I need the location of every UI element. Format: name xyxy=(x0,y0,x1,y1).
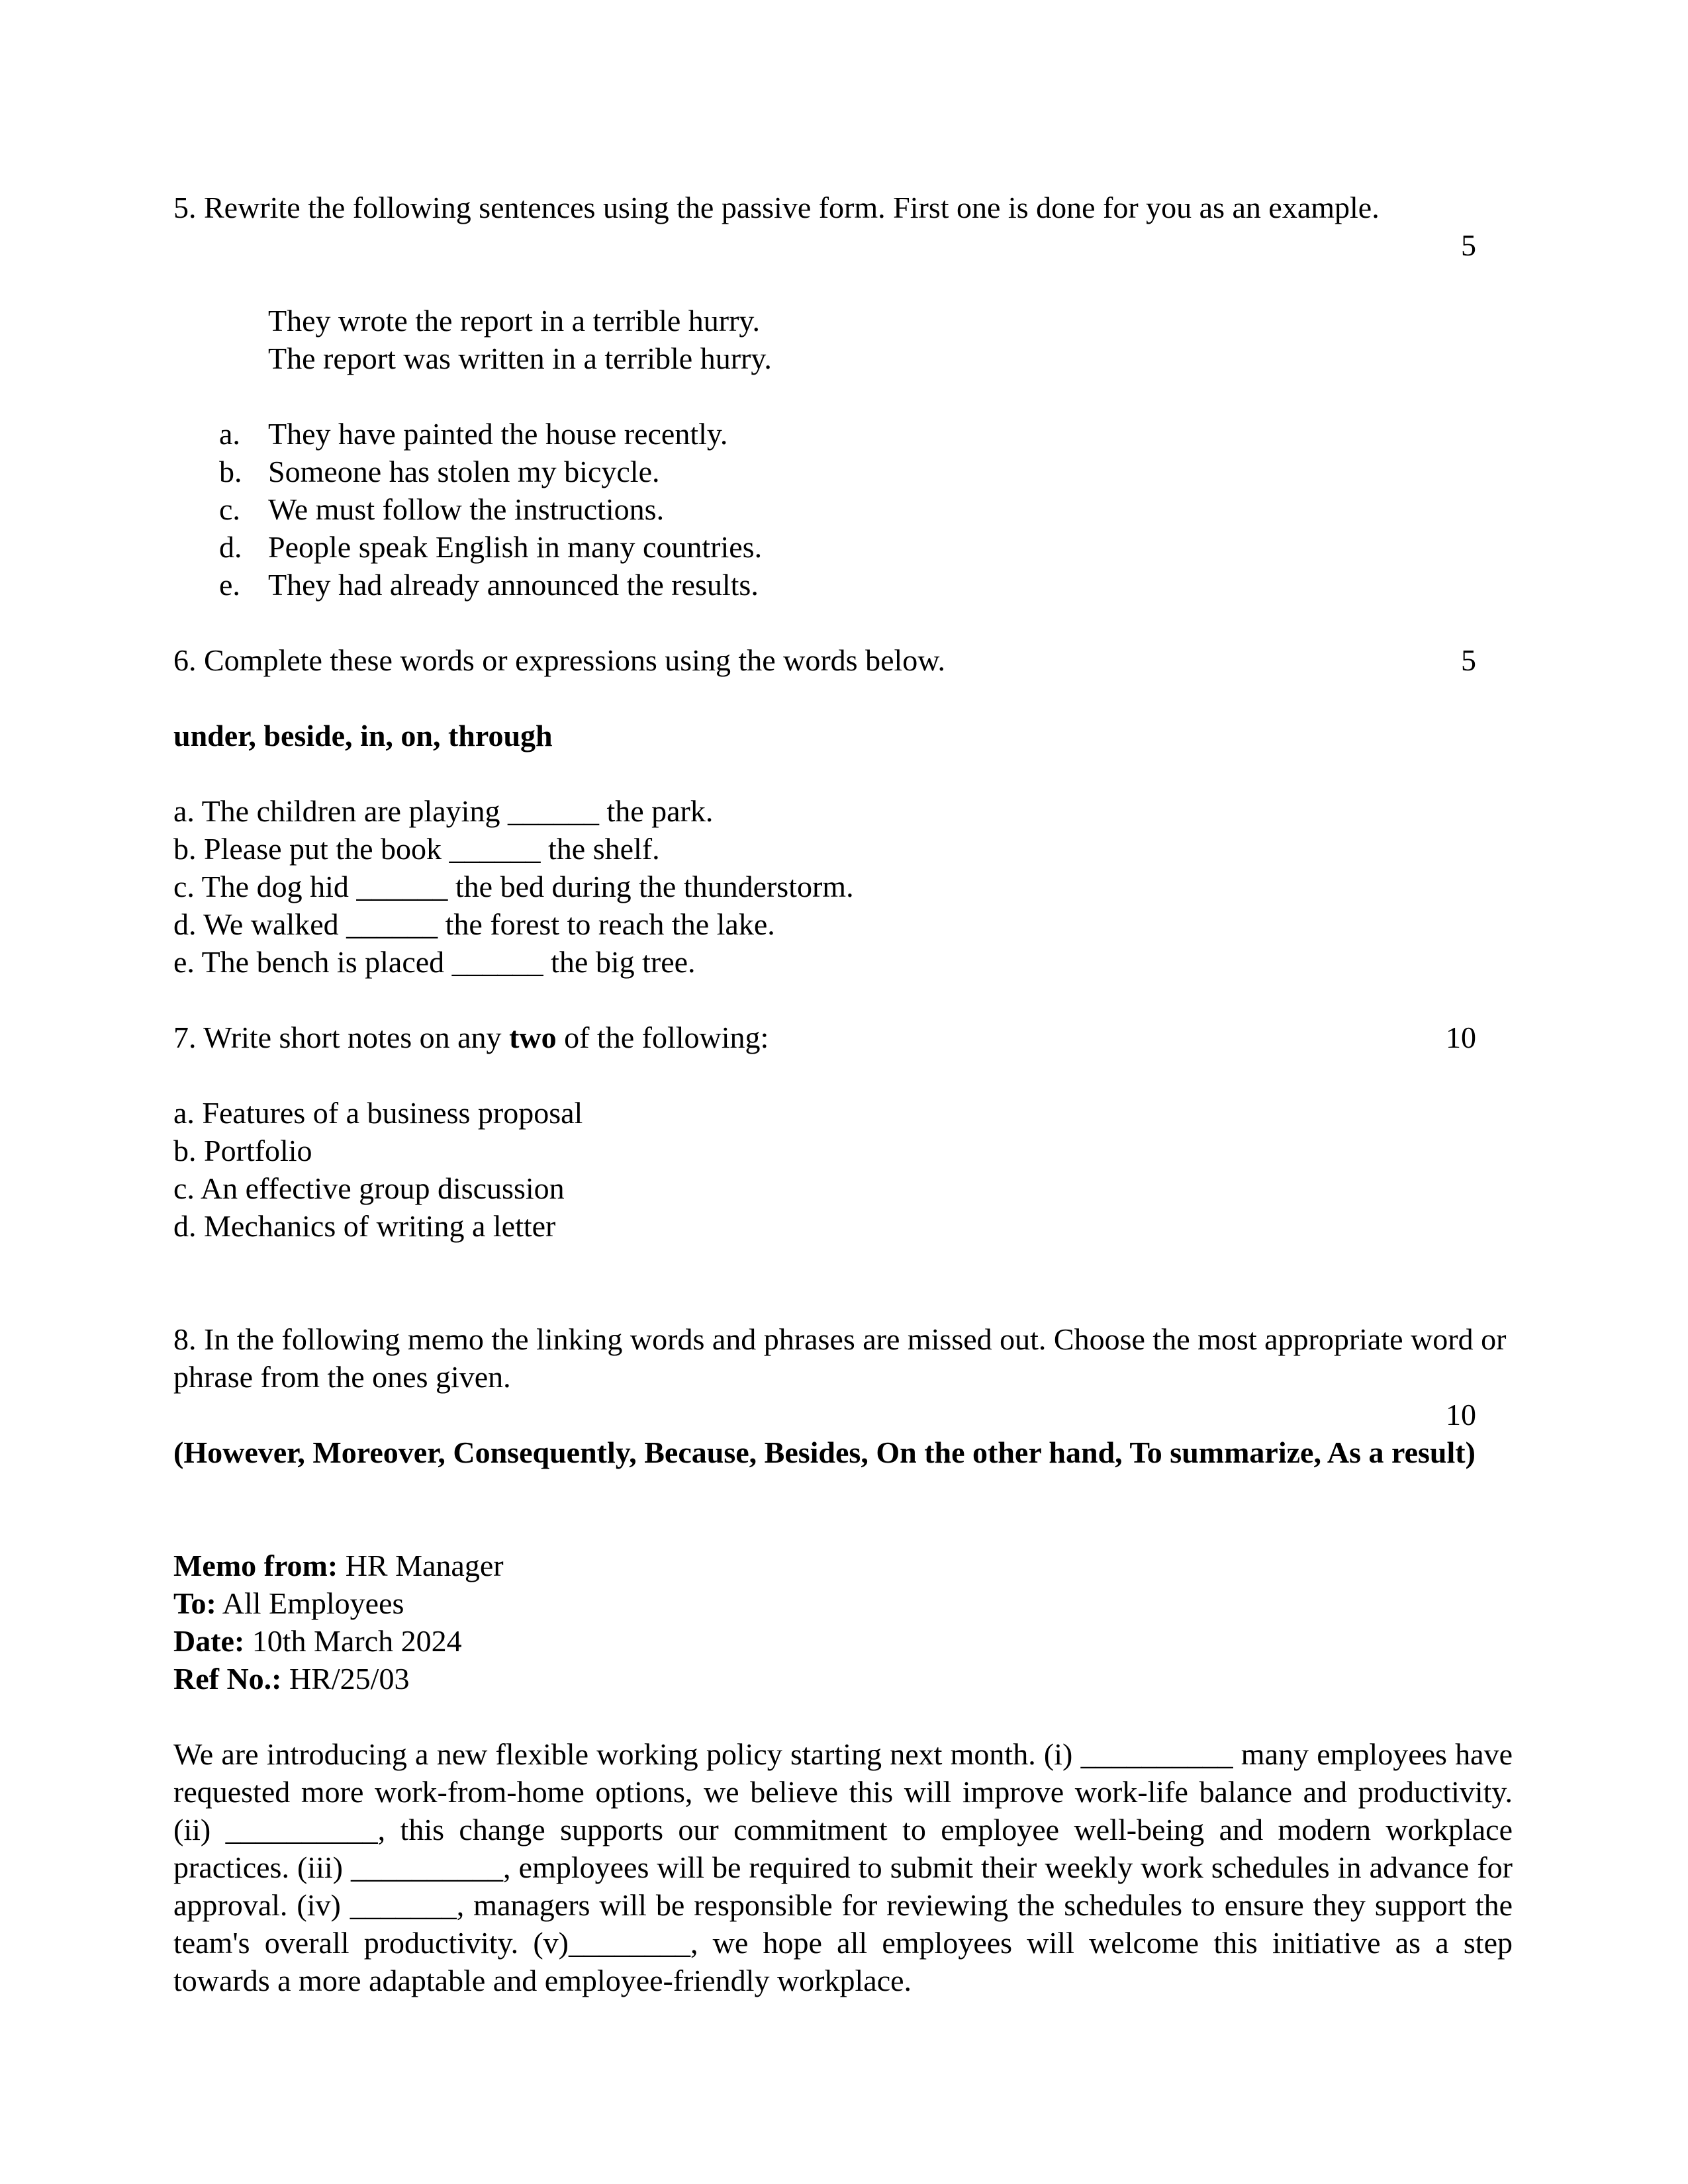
list-item: b. Please put the book ______ the shelf. xyxy=(173,832,660,866)
item-label: c. xyxy=(219,492,240,526)
list-item xyxy=(219,453,1513,490)
q7-title xyxy=(173,1019,769,1056)
list-item xyxy=(219,528,1513,566)
q6-title-row xyxy=(173,641,1513,679)
q7-list xyxy=(173,1094,1513,1245)
memo-field-value: All Employees xyxy=(216,1586,404,1620)
q6-list xyxy=(173,792,1513,981)
item-text: They had already announced the results. xyxy=(268,568,759,602)
list-item xyxy=(219,566,1513,604)
memo-field-label: To: xyxy=(173,1586,216,1620)
item-label: d. xyxy=(219,530,242,564)
item-label: e. xyxy=(219,568,240,602)
q5-title: 5. Rewrite the following sentences using the passive form. First one is done for you as an example. xyxy=(173,191,1380,224)
q6-title: 6. Complete these words or expressions using the words below. xyxy=(173,643,946,677)
q5-marks: 5 xyxy=(1461,228,1476,262)
memo-field-label: Date: xyxy=(173,1624,245,1658)
memo-header xyxy=(173,1547,1513,1698)
memo-header-line xyxy=(173,1622,1513,1660)
list-item xyxy=(219,415,1513,453)
item-text: Someone has stolen my bicycle. xyxy=(268,455,660,488)
memo-header-line xyxy=(173,1660,1513,1698)
list-item: a. The children are playing ______ the park. xyxy=(173,794,714,828)
q8-marks: 10 xyxy=(1446,1398,1476,1432)
list-item: a. Features of a business proposal xyxy=(173,1096,583,1130)
q7-title-pre: 7. Write short notes on any xyxy=(173,1021,510,1054)
list-item: d. Mechanics of writing a letter xyxy=(173,1209,556,1243)
item-text: We must follow the instructions. xyxy=(268,492,665,526)
list-item: e. The bench is placed ______ the big tree. xyxy=(173,945,696,979)
q7-marks: 10 xyxy=(1446,1021,1476,1054)
memo-field-label: Ref No.: xyxy=(173,1662,282,1696)
memo-body: We are introducing a new flexible working policy starting next month. (i) __________ many employees have requested more work-from-home options, we believe this will improve work-life balance and productivity. (ii) __________, this change supports our commitment to employee well-being and modern workplace practices. (iii) __________, employees will be required to submit their weekly work schedules in advance for approval. (iv) _______, managers will be responsible for reviewing the schedules to ensure they support the team's overall productivity. (v)________, we hope all employees will welcome this initiative as a step towards a more adaptable and employee-friendly workplace. xyxy=(173,1737,1513,1997)
q5-list xyxy=(219,415,1513,604)
memo-field-value: 10th March 2024 xyxy=(244,1624,462,1658)
q6-marks: 5 xyxy=(1461,643,1476,677)
list-item: d. We walked ______ the forest to reach the lake. xyxy=(173,907,775,941)
q5-example-line-2: The report was written in a terrible hurry. xyxy=(268,341,772,375)
memo-field-value: HR/25/03 xyxy=(281,1662,410,1696)
q7-title-post: of the following: xyxy=(556,1021,769,1054)
q7-title-row xyxy=(173,1019,1513,1056)
memo-header-line xyxy=(173,1547,1513,1584)
memo-field-value: HR Manager xyxy=(338,1549,504,1582)
q6-word-bank: under, beside, in, on, through xyxy=(173,719,553,752)
q7-title-bold: two xyxy=(509,1021,557,1054)
item-label: b. xyxy=(219,455,242,488)
list-item: c. The dog hid ______ the bed during the thunderstorm. xyxy=(173,870,854,903)
memo-header-line xyxy=(173,1584,1513,1622)
list-item: c. An effective group discussion xyxy=(173,1171,565,1205)
item-text: They have painted the house recently. xyxy=(268,417,728,451)
item-label: a. xyxy=(219,417,240,451)
list-item: b. Portfolio xyxy=(173,1134,312,1167)
q5-example xyxy=(268,302,1513,377)
memo-field-label: Memo from: xyxy=(173,1549,338,1582)
q5-example-line-1: They wrote the report in a terrible hurry. xyxy=(268,304,760,338)
q8-options: (However, Moreover, Consequently, Because, Besides, On the other hand, To summarize, As a result) xyxy=(173,1435,1476,1469)
list-item xyxy=(219,490,1513,528)
q8-title: 8. In the following memo the linking words and phrases are missed out. Choose the most appropriate word or phrase from the ones given. xyxy=(173,1322,1507,1394)
item-text: People speak English in many countries. xyxy=(268,530,763,564)
